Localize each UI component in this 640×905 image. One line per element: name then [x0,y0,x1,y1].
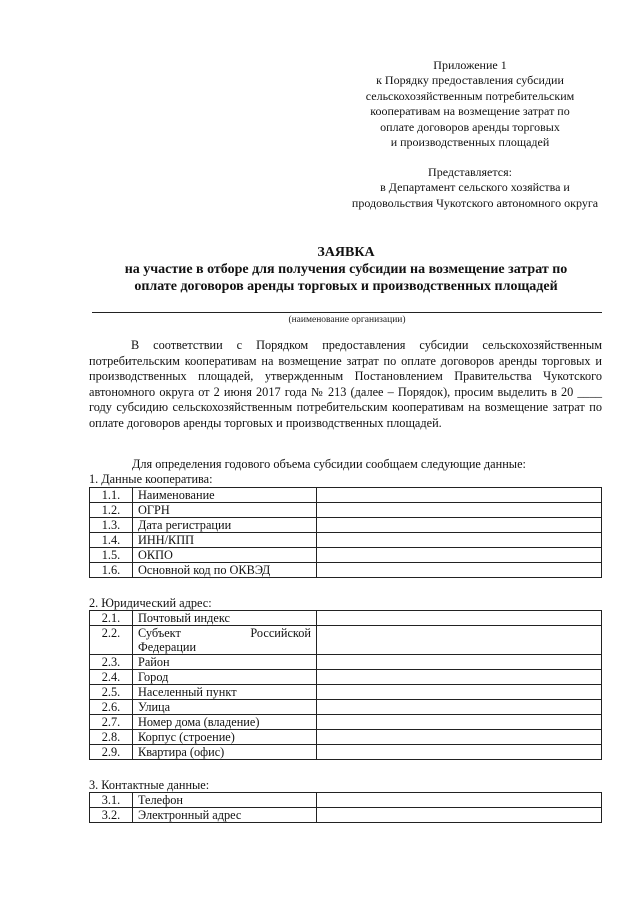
row-label: Город [133,670,317,685]
row-value[interactable] [317,488,602,503]
table-row [90,563,602,578]
addressee-block [300,165,640,211]
row-number: 1.5. [90,548,133,563]
row-value[interactable] [317,730,602,745]
intro-text: Для определения годового объема субсидии сообщаем следующие данные: [132,457,526,471]
row-value[interactable] [317,533,602,548]
row-label: Номер дома (владение) [133,715,317,730]
appendix-line: и производственных площадей [390,135,550,150]
row-number: 2.7. [90,715,133,730]
table-row [90,655,602,670]
addressee-label: Представляется: [428,165,512,179]
appendix-line: Приложение 1 [433,58,507,72]
request-paragraph [89,338,602,432]
row-number: 2.8. [90,730,133,745]
row-label-part: Субъект [138,626,181,640]
row-number: 3.2. [90,808,133,823]
appendix-line: оплате договоров аренды торговых [380,119,560,134]
row-label: Квартира (офис) [133,745,317,760]
row-label: Электронный адрес [133,808,317,823]
row-number: 1.2. [90,503,133,518]
section-heading: 1. Данные кооператива: [89,472,213,486]
table-row [90,808,602,823]
row-label: Улица [133,700,317,715]
row-value[interactable] [317,700,602,715]
appendix-line: к Порядку предоставления субсидии [376,73,564,88]
addressee-line: в Департамент сельского хозяйства и [380,180,570,195]
table-row [90,533,602,548]
row-label: Телефон [133,793,317,808]
row-value[interactable] [317,518,602,533]
row-number: 1.4. [90,533,133,548]
row-value[interactable] [317,808,602,823]
row-number: 2.1. [90,611,133,626]
row-label: Наименование [133,488,317,503]
row-label: Район [133,655,317,670]
table-row [90,685,602,700]
row-number: 2.6. [90,700,133,715]
section-heading: 3. Контактные данные: [89,778,210,792]
row-label: Почтовый индекс [133,611,317,626]
row-value[interactable] [317,626,602,655]
row-label: ИНН/КПП [133,533,317,548]
table-row [90,488,602,503]
table-row [90,745,602,760]
appendix-header [320,58,620,150]
organization-caption: (наименование организации) [288,315,406,325]
row-number: 2.2. [90,626,133,655]
title-main: ЗАЯВКА [317,245,375,260]
table-row [90,670,602,685]
title-subline: оплате договоров аренды торговых и производственных площадей [134,279,558,294]
appendix-line: кооперативам на возмещение затрат по [370,104,570,119]
table-row [90,793,602,808]
row-value[interactable] [317,611,602,626]
table-row [90,503,602,518]
row-label: ОКПО [133,548,317,563]
cooperative-data-table [89,487,602,578]
row-label-part: Российской [250,626,311,640]
request-text: В соответствии с Порядком предоставления субсидии сельскохозяйственным потребительским кооперативам на возмещение затрат по оплате договоров аренды торговых и производственных площадей, утвержденным Постановлением Правительства Чукотского автономного округа от 2 июня 2017 года № 213 (далее – Порядок), просим выделить в 20 ____ году субсидию сельскохозяйственным потребительским кооперативам на возмещение затрат по оплате договоров аренды торговых и производственных площадей. [89,338,602,430]
row-label: Населенный пункт [133,685,317,700]
row-label: Основной код по ОКВЭД [133,563,317,578]
section-heading: 2. Юридический адрес: [89,596,212,610]
row-label-part: Федерации [138,640,197,654]
row-value[interactable] [317,745,602,760]
row-number: 1.6. [90,563,133,578]
row-label: ОГРН [133,503,317,518]
row-value[interactable] [317,548,602,563]
row-number: 2.3. [90,655,133,670]
contact-data-table [89,792,602,823]
row-number: 1.1. [90,488,133,503]
row-number: 2.5. [90,685,133,700]
table-row [90,730,602,745]
organization-name-line [92,312,602,313]
table-row [90,626,602,655]
addressee-line: продовольствия Чукотского автономного округа [351,195,599,210]
table-row [90,611,602,626]
table-row [90,700,602,715]
row-label: Корпус (строение) [133,730,317,745]
row-number: 1.3. [90,518,133,533]
row-value[interactable] [317,685,602,700]
table-row [90,548,602,563]
appendix-line: сельскохозяйственным потребительским [365,88,575,103]
legal-address-table [89,610,602,760]
row-value[interactable] [317,503,602,518]
row-value[interactable] [317,793,602,808]
row-value[interactable] [317,655,602,670]
row-label [133,626,317,655]
row-number: 3.1. [90,793,133,808]
table-row [90,518,602,533]
row-value[interactable] [317,563,602,578]
row-label: Дата регистрации [133,518,317,533]
row-number: 2.9. [90,745,133,760]
row-value[interactable] [317,715,602,730]
document-title [90,244,602,295]
table-row [90,715,602,730]
row-value[interactable] [317,670,602,685]
row-number: 2.4. [90,670,133,685]
title-subline: на участие в отборе для получения субсидии на возмещение затрат по [124,262,568,277]
